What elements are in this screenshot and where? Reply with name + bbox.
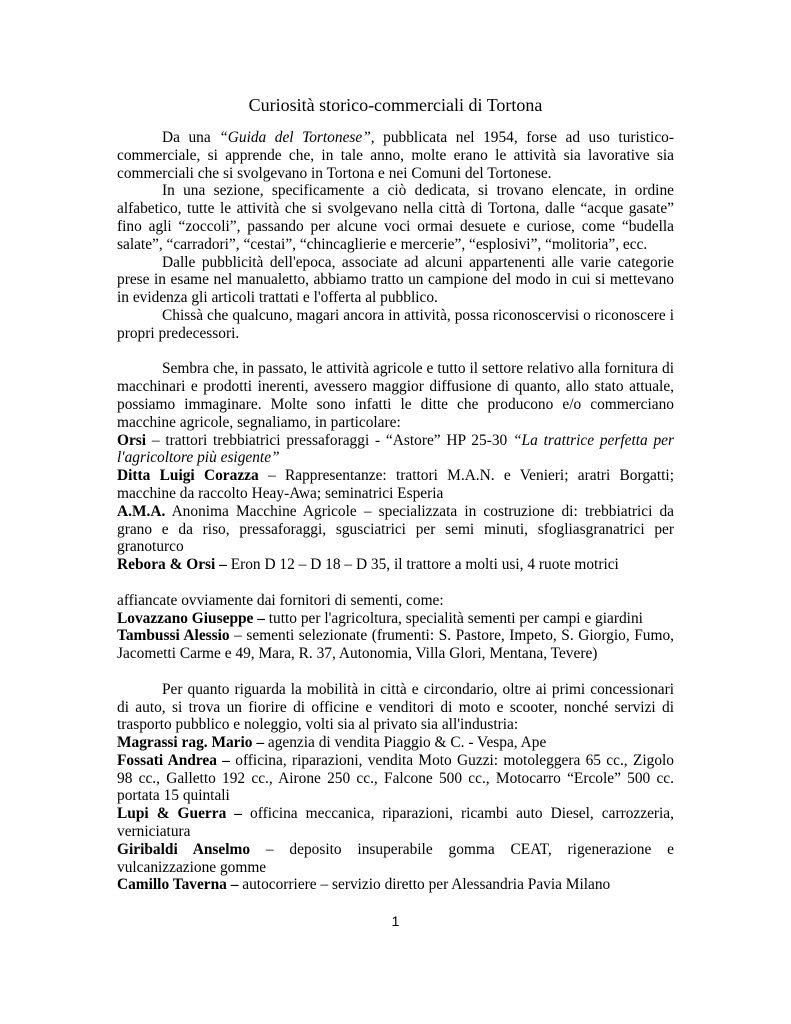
business-name: Magrassi rag. Mario – (117, 734, 265, 752)
list-item: Lovazzano Giuseppe – tutto per l'agricoltura, specialità sementi per campi e giardini (117, 609, 643, 627)
document-body (117, 129, 674, 894)
list-item: Giribaldi Anselmo – deposito insuperabile gomma CEAT, rigenerazione e vulcanizzazione gomme (117, 840, 674, 876)
page-title: Curiosità storico-commerciali di Tortona (248, 95, 543, 115)
list-item: Ditta Luigi Corazza – Rappresentanze: trattori M.A.N. e Venieri; aratri Borgatti; macchine da raccolto Heay-Awa; seminatrici Esperia (117, 467, 674, 502)
intro-paragraph-2: In una sezione, specificamente a ciò dedicata, si trovano elencate, in ordine alfabetico, tutte le attività che si svolgevano nella città di Tortona, dalle “acque gasate” fino agli “zoccoli”, passando per alcune voci ormai desuete e curiose, come “budella salate”, “carradori”, “cestai”, “chincaglierie e mercerie”, “esplosivi”, “molitoria”, ecc. (117, 182, 674, 253)
business-name: Camillo Taverna – (117, 876, 239, 894)
business-name: Rebora & Orsi – (117, 556, 227, 574)
business-name: Giribaldi Anselmo (117, 840, 251, 858)
list-item: Camillo Taverna – autocorriere – servizio diretto per Alessandria Pavia Milano (117, 876, 611, 894)
slogan: “La trattrice perfetta per l'agricoltore più esigente” (117, 431, 675, 467)
intro-paragraph-4: Chissà che qualcuno, magari ancora in attività, possa riconoscervisi o riconoscere i propri predecessori. (117, 306, 674, 342)
list-item: A.M.A. Anonima Macchine Agricole – specializzata in costruzione di: trebbiatrici da grano e da riso, pressaforaggi, sgusciatrici per semi minuti, sfogliasgranatrici per granoturco (117, 502, 674, 556)
guide-title: “Guida del Tortonese” (219, 129, 371, 146)
list-item: Lupi & Guerra – officina meccanica, riparazioni, ricambi auto Diesel, carrozzeria, verniciatura (117, 805, 674, 841)
list-item: Rebora & Orsi – Eron D 12 – D 18 – D 35, il trattore a molti usi, 4 ruote motrici (117, 556, 619, 574)
agri-intro-paragraph: Sembra che, in passato, le attività agricole e tutto il settore relativo alla fornitura di macchinari e prodotti inerenti, avessero maggior diffusione di quanto, allo stato attuale, possiamo immaginare. Molte sono infatti le ditte che producono e/o commerciano macchine agricole, segnaliamo, in particolare: (117, 360, 674, 431)
list-item: Tambussi Alessio – sementi selezionate (frumenti: S. Pastore, Impeto, S. Giorgio, Fumo, Jacometti Carme e 49, Mara, R. 37, Autonomia, Villa Glori, Mentana, Tevere) (117, 627, 674, 663)
business-name: Lovazzano Giuseppe – (117, 609, 265, 627)
list-item: Orsi – trattori trebbiatrici pressaforaggi - “Astore” HP 25-30 “La trattrice perfetta per l'agricoltore più esigente” (117, 431, 675, 467)
list-item: Fossati Andrea – officina, riparazioni, vendita Moto Guzzi: motoleggera 65 cc., Zigolo 98 cc., Galletto 192 cc., Airone 250 cc., Falcone 500 cc., Motocarro “Ercole” 500 cc. portata 15 quintali (117, 751, 675, 805)
business-name: Fossati Andrea – (117, 751, 230, 769)
intro-paragraph-1: Da una “Guida del Tortonese”, pubblicata nel 1954, forse ad uso turistico-commerciale, si apprende che, in tale anno, molte erano le attività sia lavorative sia commerciali che si svolgevano in Tortona e nei Comuni del Tortonese. (117, 129, 674, 182)
business-name: Lupi & Guerra – (117, 805, 243, 823)
business-name: A.M.A. (117, 502, 166, 520)
list-item: Magrassi rag. Mario – agenzia di vendita Piaggio & C. - Vespa, Ape (117, 734, 547, 752)
business-name: Tambussi Alessio (117, 627, 230, 645)
seeds-intro: affiancate ovviamente dai fornitori di sementi, come: (117, 591, 444, 609)
intro-paragraph-3: Dalle pubblicità dell'epoca, associate ad alcuni appartenenti alle varie categorie prese in esame nel manualetto, abbiamo tratto un campione del modo in cui si mettevano in evidenza gli articoli trattati e l'offerta al pubblico. (117, 253, 674, 307)
mobility-intro-paragraph: Per quanto riguarda la mobilità in città e circondario, oltre ai primi concessionari di auto, si trova un fiorire di officine e venditori di moto e scooter, nonché servizi di trasporto pubblico e noleggio, volti sia al privato sia all'industria: (117, 680, 674, 734)
business-name: Ditta Luigi Corazza (117, 467, 259, 485)
page-number: 1 (391, 913, 400, 929)
business-name: Orsi (117, 431, 147, 449)
